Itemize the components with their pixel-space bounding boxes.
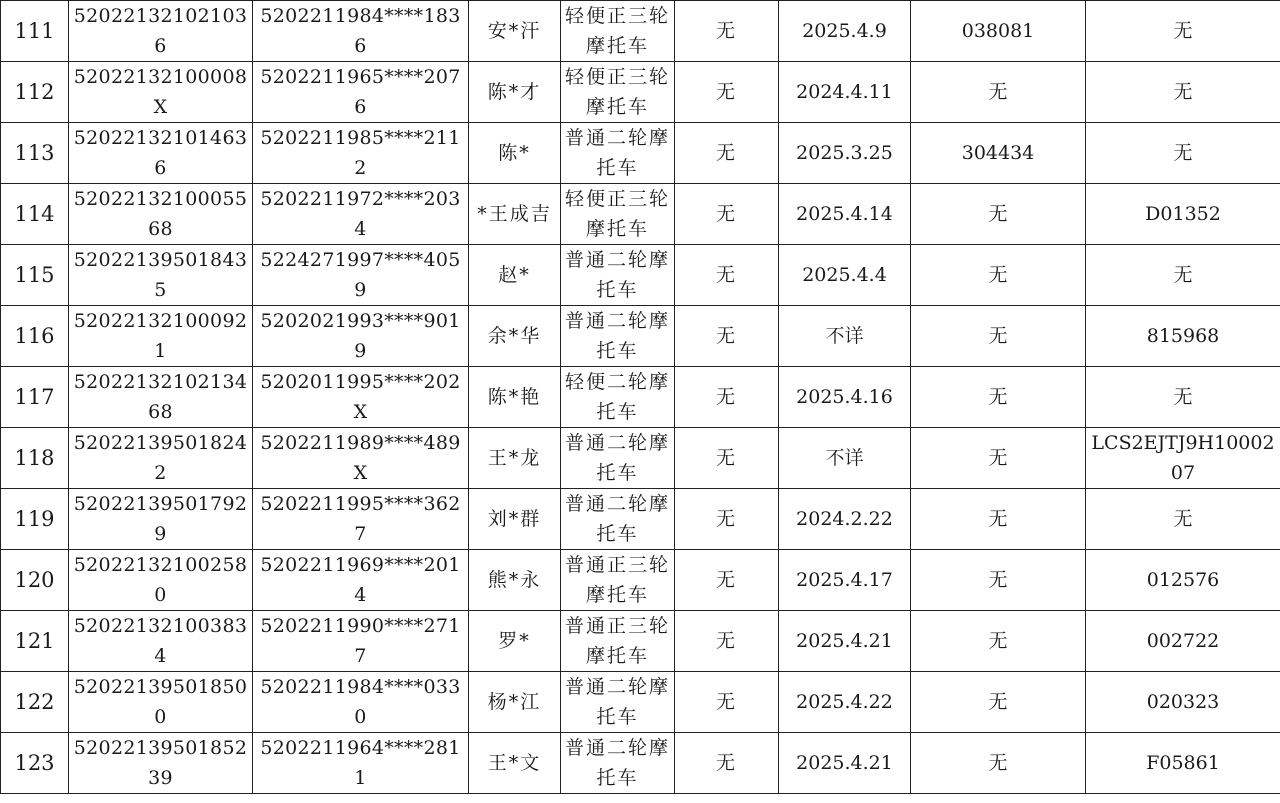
id-number-cell: 5202211990****2717 [253,611,469,672]
date-cell: 不详 [779,306,911,367]
frame-number-cell: 无 [1086,367,1280,428]
table-row [1,733,1280,794]
id-number-cell: 5202211985****2112 [253,123,469,184]
table-row [1,1,1280,62]
frame-number-cell: 815968 [1086,306,1280,367]
date-cell: 2025.4.22 [779,672,911,733]
owner-name-cell: 安*汗 [469,1,561,62]
vehicle-type-cell: 普通二轮摩托车 [561,489,675,550]
table-row [1,611,1280,672]
frame-number-cell: 无 [1086,245,1280,306]
record-code-cell: 520221321000921 [69,306,253,367]
owner-name-cell: 王*龙 [469,428,561,489]
plate-cell: 无 [675,550,779,611]
date-cell: 2025.4.16 [779,367,911,428]
plate-cell: 无 [675,489,779,550]
row-number-cell: 115 [1,245,69,306]
vehicle-type-cell: 轻便正三轮摩托车 [561,184,675,245]
date-cell: 2025.4.21 [779,611,911,672]
vehicle-type-cell: 轻便正三轮摩托车 [561,62,675,123]
record-code-cell: 520221321002580 [69,550,253,611]
record-code-cell: 5202213210005568 [69,184,253,245]
engine-number-cell: 无 [911,367,1086,428]
plate-cell: 无 [675,306,779,367]
table-row [1,184,1280,245]
record-code-cell: 5202213210213468 [69,367,253,428]
id-number-cell: 5202011995****202X [253,367,469,428]
owner-name-cell: 刘*群 [469,489,561,550]
engine-number-cell: 无 [911,184,1086,245]
engine-number-cell: 无 [911,428,1086,489]
owner-name-cell: 余*华 [469,306,561,367]
row-number-cell: 123 [1,733,69,794]
owner-name-cell: 罗* [469,611,561,672]
engine-number-cell: 304434 [911,123,1086,184]
owner-name-cell: 陈*才 [469,62,561,123]
owner-name-cell: 熊*永 [469,550,561,611]
owner-name-cell: 赵* [469,245,561,306]
owner-name-cell: 王*文 [469,733,561,794]
record-code-cell: 520221321014636 [69,123,253,184]
date-cell: 2024.2.22 [779,489,911,550]
id-number-cell: 5202211972****2034 [253,184,469,245]
id-number-cell: 5202211995****3627 [253,489,469,550]
frame-number-cell: LCS2EJTJ9H1000207 [1086,428,1280,489]
id-number-cell: 5202211965****2076 [253,62,469,123]
engine-number-cell: 无 [911,672,1086,733]
row-number-cell: 114 [1,184,69,245]
row-number-cell: 112 [1,62,69,123]
row-number-cell: 118 [1,428,69,489]
owner-name-cell: *王成吉 [469,184,561,245]
table-body [1,1,1280,794]
row-number-cell: 122 [1,672,69,733]
id-number-cell: 5224271997****4059 [253,245,469,306]
engine-number-cell: 038081 [911,1,1086,62]
vehicle-type-cell: 普通二轮摩托车 [561,672,675,733]
date-cell: 不详 [779,428,911,489]
engine-number-cell: 无 [911,245,1086,306]
table-row [1,550,1280,611]
frame-number-cell: 020323 [1086,672,1280,733]
date-cell: 2024.4.11 [779,62,911,123]
date-cell: 2025.3.25 [779,123,911,184]
plate-cell: 无 [675,611,779,672]
plate-cell: 无 [675,428,779,489]
row-number-cell: 111 [1,1,69,62]
id-number-cell: 5202021993****9019 [253,306,469,367]
vehicle-type-cell: 普通正三轮摩托车 [561,550,675,611]
table-row [1,672,1280,733]
engine-number-cell: 无 [911,489,1086,550]
vehicle-type-cell: 轻便二轮摩托车 [561,367,675,428]
record-code-cell: 520221395017929 [69,489,253,550]
record-code-cell: 520221395018242 [69,428,253,489]
engine-number-cell: 无 [911,550,1086,611]
date-cell: 2025.4.17 [779,550,911,611]
row-number-cell: 117 [1,367,69,428]
owner-name-cell: 陈* [469,123,561,184]
record-code-cell: 520221395018435 [69,245,253,306]
owner-name-cell: 陈*艳 [469,367,561,428]
table-row [1,306,1280,367]
date-cell: 2025.4.4 [779,245,911,306]
table-row [1,489,1280,550]
plate-cell: 无 [675,1,779,62]
record-code-cell: 520221321021036 [69,1,253,62]
plate-cell: 无 [675,672,779,733]
vehicle-type-cell: 普通二轮摩托车 [561,733,675,794]
plate-cell: 无 [675,123,779,184]
frame-number-cell: 无 [1086,62,1280,123]
id-number-cell: 5202211989****489X [253,428,469,489]
id-number-cell: 5202211984****1836 [253,1,469,62]
vehicle-type-cell: 普通二轮摩托车 [561,306,675,367]
frame-number-cell: 无 [1086,1,1280,62]
frame-number-cell: 无 [1086,123,1280,184]
plate-cell: 无 [675,62,779,123]
row-number-cell: 116 [1,306,69,367]
date-cell: 2025.4.21 [779,733,911,794]
plate-cell: 无 [675,184,779,245]
frame-number-cell: 无 [1086,489,1280,550]
table-row [1,428,1280,489]
row-number-cell: 113 [1,123,69,184]
id-number-cell: 5202211984****0330 [253,672,469,733]
vehicle-type-cell: 普通二轮摩托车 [561,245,675,306]
engine-number-cell: 无 [911,611,1086,672]
vehicle-type-cell: 轻便正三轮摩托车 [561,1,675,62]
table-row [1,245,1280,306]
record-code-cell: 5202213950185239 [69,733,253,794]
record-code-cell: 52022132100008X [69,62,253,123]
row-number-cell: 119 [1,489,69,550]
plate-cell: 无 [675,245,779,306]
row-number-cell: 120 [1,550,69,611]
vehicle-type-cell: 普通二轮摩托车 [561,123,675,184]
owner-name-cell: 杨*江 [469,672,561,733]
id-number-cell: 5202211964****2811 [253,733,469,794]
record-code-cell: 520221321003834 [69,611,253,672]
frame-number-cell: D01352 [1086,184,1280,245]
vehicle-type-cell: 普通二轮摩托车 [561,428,675,489]
table-row [1,367,1280,428]
frame-number-cell: F05861 [1086,733,1280,794]
table-row [1,123,1280,184]
row-number-cell: 121 [1,611,69,672]
table-row [1,62,1280,123]
record-code-cell: 520221395018500 [69,672,253,733]
engine-number-cell: 无 [911,62,1086,123]
date-cell: 2025.4.14 [779,184,911,245]
date-cell: 2025.4.9 [779,1,911,62]
engine-number-cell: 无 [911,733,1086,794]
frame-number-cell: 012576 [1086,550,1280,611]
frame-number-cell: 002722 [1086,611,1280,672]
id-number-cell: 5202211969****2014 [253,550,469,611]
vehicle-type-cell: 普通正三轮摩托车 [561,611,675,672]
plate-cell: 无 [675,733,779,794]
plate-cell: 无 [675,367,779,428]
engine-number-cell: 无 [911,306,1086,367]
